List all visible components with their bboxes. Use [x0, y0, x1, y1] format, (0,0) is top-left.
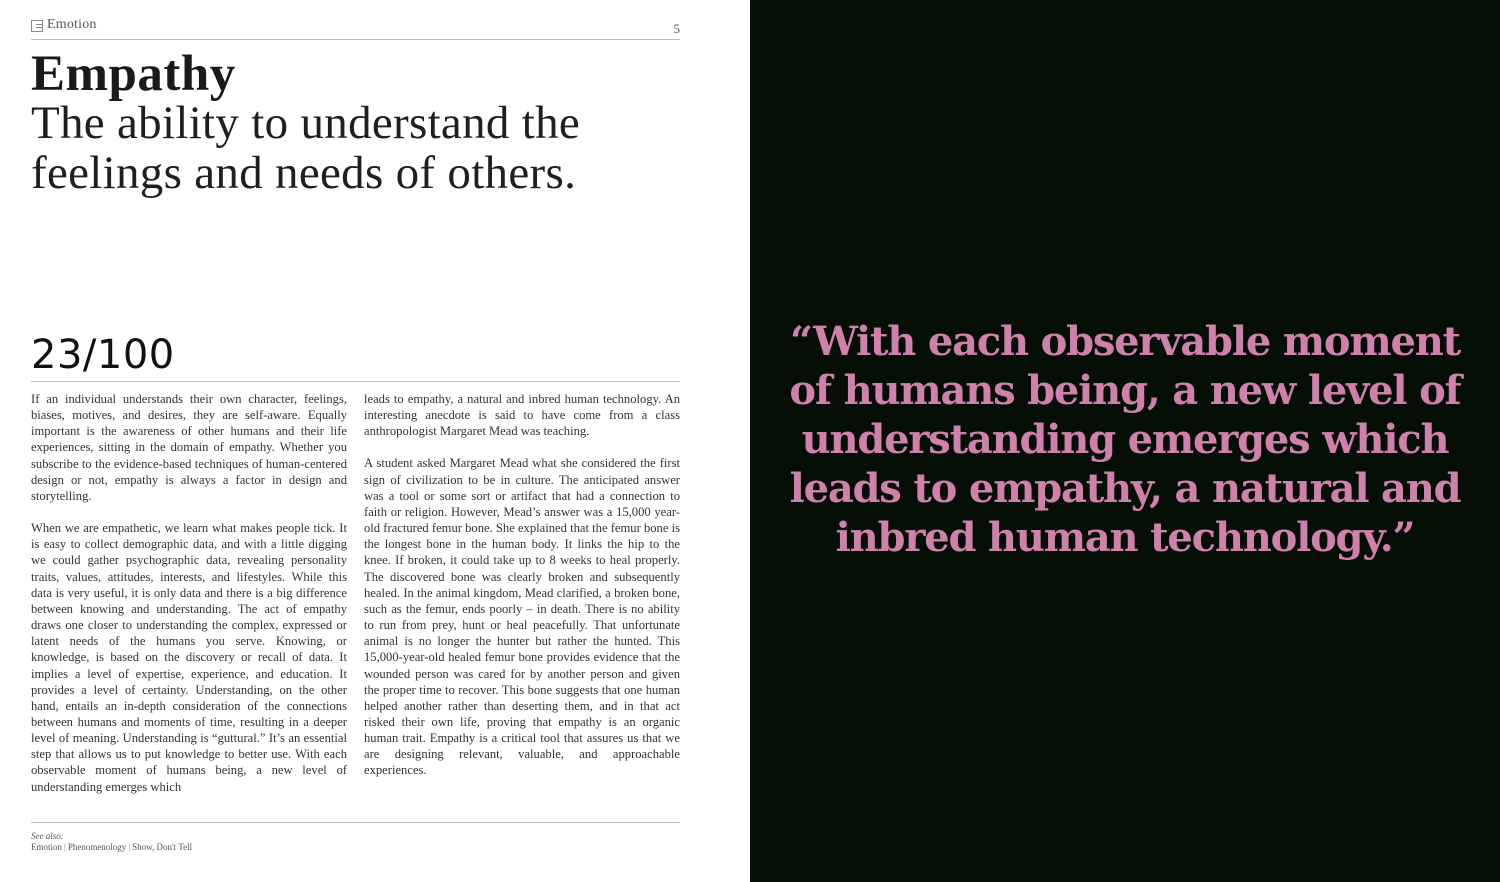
- see-also-label: See also:: [31, 831, 64, 841]
- body-column-left: [31, 391, 347, 815]
- page-number: 5: [673, 21, 680, 36]
- entry-title: Empathy: [31, 46, 236, 102]
- link-separator: |: [128, 842, 131, 852]
- see-also-links: [31, 842, 192, 852]
- paragraph: A student asked Margaret Mead what she considered the first sign of civilization to be in culture. The anticipated answer was a tool or some sort or artifact that had a connection to faith or religion. However, Mead’s answer was a 15,000 year- old fractured femur bone. She explained that the femur bone is the longest bone in the human body. It links the hip to the knee. If broken, it could take up to 8 weeks to heal properly. The discovered bone was clearly broken and subsequently healed. In the animal kingdom, Mead clarified, a broken bone, such as the femur, ends poorly – in death. There is no ability to run from prey, hunt or heal peacefully. That unfortunate animal is no longer the hunter but rather the hunted. This 15,000-year-old healed femur bone provides evidence that the wounded person was cared for by another person and given the proper time to recover. This bone suggests that one human helped another rather than deserting them, and in that act risked their own life, proving that empathy is an organic human trait. Empathy is a critical tool that assures us that we are designing relevant, valuable, and approachable experiences.: [364, 456, 680, 778]
- right-page: [750, 0, 1500, 882]
- score-readout: 23/100: [31, 332, 175, 378]
- section-label: Emotion: [47, 17, 97, 32]
- pull-quote: “With each observable moment of humans being, a new level of understanding emerges which leads to empathy, a natural and inbred human technology.”: [789, 317, 1461, 561]
- body-column-right: [364, 391, 680, 815]
- see-also-link-emotion[interactable]: Emotion: [31, 842, 62, 852]
- body-text: [31, 391, 680, 815]
- score-divider: [31, 381, 680, 382]
- paragraph: When we are empathetic, we learn what makes people tick. It is easy to collect demographic data, and with a little digging we could gather psychographic data, revealing personality traits, values, attitudes, interests, and lifestyles. While this data is very useful, it is only data and there is a big difference between knowing and understanding. The act of empathy draws one closer to understanding the complex, expressed or latent needs of the humans you serve. Knowing, or knowledge, is based on the discovery or recall of data. It implies a level of expertise, experience, and education. It provides a level of certainty. Understanding, on the other hand, entails an in-depth consideration of the connections between humans and moments of time, resulting in a deeper level of meaning. Understanding is “guttural.” It’s an essential step that allows us to put knowledge to better use. With each observable moment of humans being, a new level of understanding emerges which: [31, 521, 347, 794]
- entry-subtitle: The ability to understand the feelings and needs of others.: [31, 97, 581, 199]
- paragraph: If an individual understands their own character, feelings, biases, motives, and desires, they are self-aware. Equally important is the awareness of other humans and their life experiences, sitting in the domain of empathy. Whether you subscribe to the evidence-based techniques of human-centered design or not, empathy is always a factor in design and storytelling.: [31, 392, 347, 503]
- see-also-link-show-dont-tell[interactable]: Show, Don't Tell: [132, 842, 193, 852]
- footer-divider: [31, 822, 680, 823]
- link-separator: |: [64, 842, 66, 852]
- see-also-link-phenomenology[interactable]: Phenomenology: [67, 842, 127, 852]
- running-head: [31, 17, 680, 40]
- paragraph: leads to empathy, a natural and inbred human technology. An interesting anecdote is said to have come from a class anthropologist Margaret Mead was teaching.: [364, 392, 680, 439]
- section-icon: [31, 20, 43, 32]
